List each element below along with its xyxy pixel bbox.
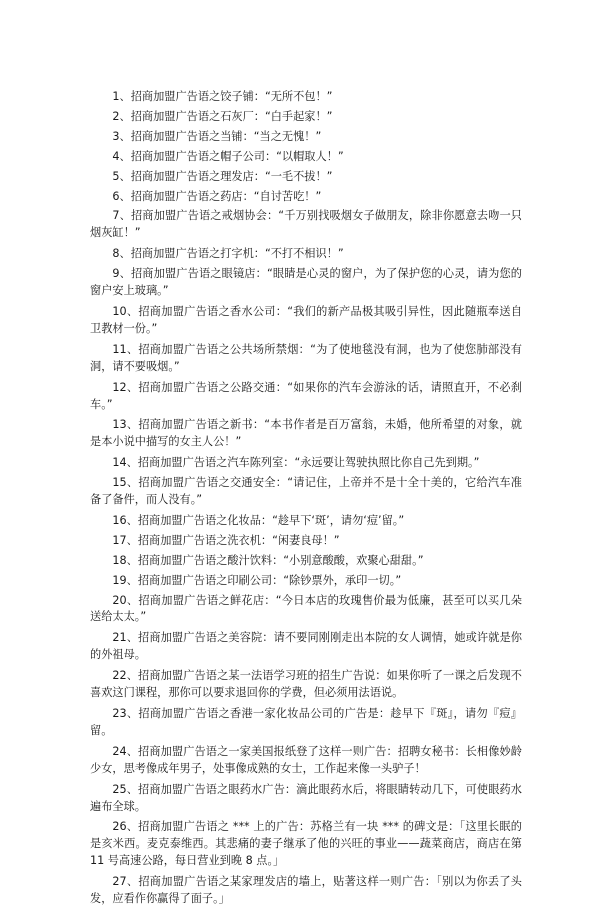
list-item: 10、招商加盟广告语之香水公司：“我们的新产品极其吸引异性，因此随瓶奉送自卫教材一份。”	[90, 304, 522, 335]
list-item: 25、招商加盟广告语之眼药水广告：滴此眼药水后，将眼睛转动几下，可使眼药水遍布全球。	[90, 782, 522, 813]
list-item: 18、招商加盟广告语之酸汁饮料：“小别意酸酸，欢聚心甜甜。”	[112, 553, 424, 567]
list-item: 16、招商加盟广告语之化妆品：“趁早下‘斑’，请勿‘痘’留。”	[112, 513, 405, 527]
list-item: 19、招商加盟广告语之印刷公司：“除钞票外，承印一切。”	[112, 573, 402, 587]
list-item: 20、招商加盟广告语之鲜花店：“今日本店的玫瑰售价最为低廉，甚至可以买几朵送给太太。”	[90, 593, 522, 624]
list-item: 17、招商加盟广告语之洗衣机：“闲妻良母！”	[112, 533, 340, 547]
list-item: 2、招商加盟广告语之石灰厂：“白手起家！”	[112, 109, 333, 123]
list-item: 15、招商加盟广告语之交通安全：“请记住，上帝并不是十全十美的，它给汽车准备了备件，而人没有。”	[90, 476, 522, 507]
list-item: 8、招商加盟广告语之打字机：“不打不相识！”	[112, 247, 344, 261]
list-item: 3、招商加盟广告语之当铺：“当之无愧！”	[112, 129, 322, 143]
slogan-list	[90, 89, 522, 912]
list-item: 7、招商加盟广告语之戒烟协会：“千万别找吸烟女子做朋友，除非你愿意去吻一只烟灰缸！”	[90, 209, 522, 240]
list-item: 4、招商加盟广告语之帽子公司：“以帽取人！”	[112, 149, 344, 163]
list-item: 26、招商加盟广告语之 *** 上的广告：苏格兰有一块 *** 的碑文是：「这里长眠的是亥米西。麦克泰维西。其悲痛的妻子继承了他的兴旺的事业——蔬菜商店，商店在第 11 号高速公路，每日营业到晚 8 点。」	[90, 820, 522, 868]
list-item: 12、招商加盟广告语之公路交通：“如果你的汽车会游泳的话，请照直开，不必刹车。”	[90, 380, 522, 411]
list-item: 21、招商加盟广告语之美容院：请不要同刚刚走出本院的女人调情，她或许就是你的外祖母。	[90, 631, 522, 662]
list-item: 24、招商加盟广告语之一家美国报纸登了这样一则广告：招聘女秘书：长相像妙龄少女，思考像成年男子，处事像成熟的女士，工作起来像一头驴子！	[90, 744, 522, 775]
list-item: 11、招商加盟广告语之公共场所禁烟：“为了使地毯没有洞，也为了使您肺部没有洞，请不要吸烟。”	[90, 342, 522, 373]
list-item: 27、招商加盟广告语之某家理发店的墙上，贴著这样一则广告：「别以为你丢了头发，应看作你赢得了面子。」	[90, 875, 522, 906]
list-item: 13、招商加盟广告语之新书：“本书作者是百万富翁，未婚，他所希望的对象，就是本小说中描写的女主人公！”	[90, 418, 522, 449]
list-item: 23、招商加盟广告语之香港一家化妆品公司的广告是：趁早下『斑』，请勿『痘』留。	[90, 707, 522, 737]
list-item: 1、招商加盟广告语之饺子铺：“无所不包！”	[112, 90, 333, 103]
list-item: 14、招商加盟广告语之汽车陈列室：“永远要让驾驶执照比你自己先到期。”	[112, 456, 480, 470]
list-item: 22、招商加盟广告语之某一法语学习班的招生广告说：如果你听了一课之后发现不喜欢这门课程，那你可以要求退回你的学费，但必须用法语说。	[90, 669, 522, 700]
list-item: 9、招商加盟广告语之眼镜店：“眼睛是心灵的窗户，为了保护您的心灵，请为您的窗户安上玻璃。”	[90, 267, 522, 298]
list-item: 5、招商加盟广告语之理发店：“一毛不拔！”	[112, 169, 333, 183]
list-item: 6、招商加盟广告语之药店：“自讨苦吃！”	[112, 189, 322, 203]
